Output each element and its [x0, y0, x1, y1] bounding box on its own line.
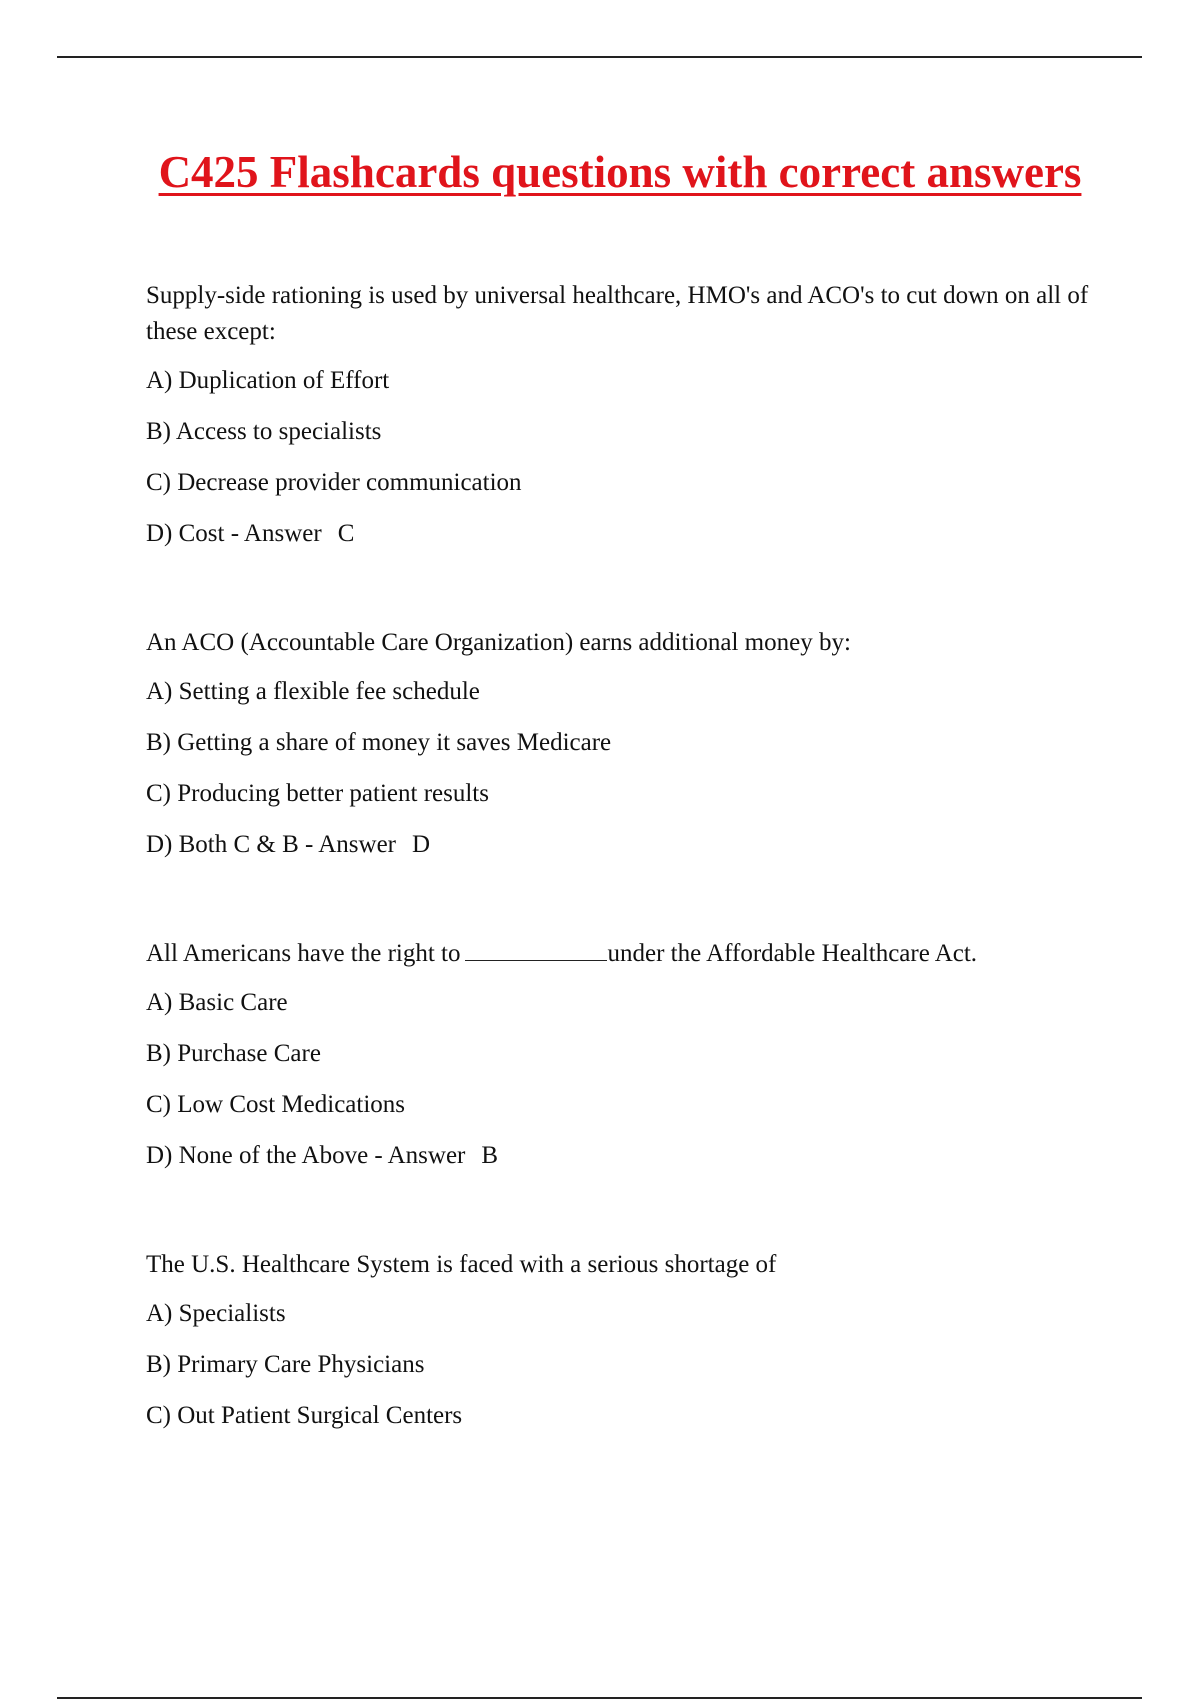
answer-key: D: [412, 831, 431, 858]
option-a: A) Specialists: [146, 1300, 286, 1327]
option-a: A) Duplication of Effort: [146, 367, 390, 394]
footer-rule: [57, 1697, 1142, 1699]
question-1: [146, 278, 1106, 552]
option-d: [146, 1138, 1106, 1174]
question-prompt: [146, 936, 1106, 972]
option-c: C) Low Cost Medications: [146, 1091, 406, 1118]
document-title: C425 Flashcards questions with correct answers: [158, 147, 1082, 197]
option-b: B) Primary Care Physicians: [146, 1351, 425, 1378]
option-d: [146, 516, 1106, 552]
prompt-after-blank: under the Affordable Healthcare Act.: [607, 940, 978, 967]
header-rule: [57, 56, 1142, 58]
option-c: C) Producing better patient results: [146, 780, 489, 807]
fill-in-blank: [465, 938, 607, 961]
question-4: [146, 1247, 1106, 1434]
option-d: [146, 827, 1106, 863]
option-c: C) Out Patient Surgical Centers: [146, 1402, 463, 1429]
answer-key: C: [337, 520, 355, 547]
option-a: A) Setting a flexible fee schedule: [146, 678, 480, 705]
question-3: [146, 936, 1106, 1174]
option-d-label: D) Both C & B - Answer: [146, 831, 396, 858]
option-a: A) Basic Care: [146, 989, 288, 1016]
option-b: B) Access to specialists: [146, 418, 382, 445]
prompt-before-blank: All Americans have the right to: [146, 940, 461, 967]
question-2: [146, 625, 1106, 863]
option-b: B) Getting a share of money it saves Medicare: [146, 729, 612, 756]
option-b: B) Purchase Care: [146, 1040, 321, 1067]
question-prompt: The U.S. Healthcare System is faced with a serious shortage of: [146, 1251, 777, 1278]
question-prompt: Supply-side rationing is used by universal healthcare, HMO's and ACO's to cut down on all of these except:: [146, 282, 1089, 345]
answer-key: B: [481, 1142, 499, 1169]
document-body: [146, 278, 1106, 1434]
option-d-label: D) None of the Above - Answer: [146, 1142, 466, 1169]
question-prompt: An ACO (Accountable Care Organization) earns additional money by:: [146, 629, 851, 656]
option-d-label: D) Cost - Answer: [146, 520, 322, 547]
option-c: C) Decrease provider communication: [146, 469, 522, 496]
